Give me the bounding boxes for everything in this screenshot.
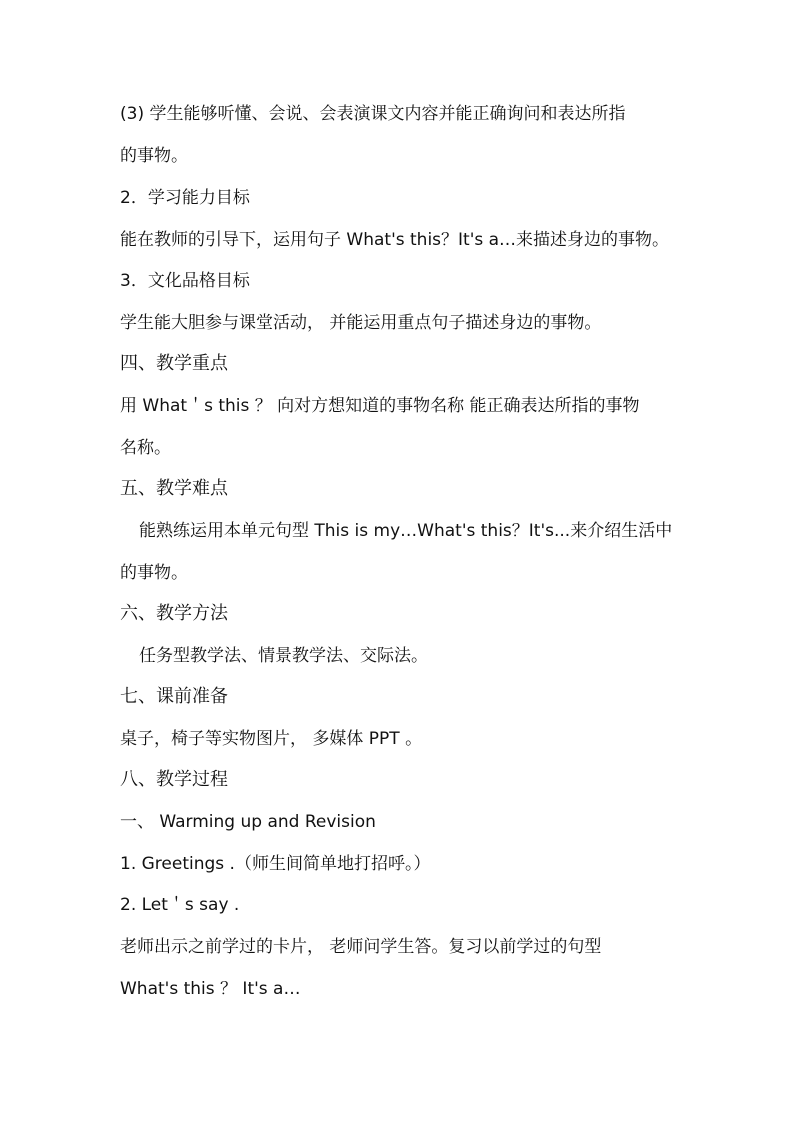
- difficulties-line-1: 能熟练运用本单元句型 This is my…What's this？It's...来介绍生活中: [139, 521, 673, 541]
- review-line-1: 老师出示之前学过的卡片， 老师问学生答。复习以前学过的句型: [120, 937, 602, 957]
- cultural-quality-text: 学生能大胆参与课堂活动， 并能运用重点句子描述身边的事物。: [120, 313, 602, 333]
- section-8-heading: 八、教学过程: [120, 769, 228, 790]
- section-4-heading: 四、教学重点: [120, 353, 228, 374]
- key-points-line-1: 用 What＇s this ？ 向对方想知道的事物名称 能正确表达所指的事物: [120, 396, 640, 416]
- section-6-heading: 六、教学方法: [120, 603, 228, 624]
- learning-ability-heading: 2．学习能力目标: [120, 188, 250, 208]
- review-line-2: What's this ？ It's a…: [120, 979, 301, 999]
- warming-up-heading: 一、 Warming up and Revision: [120, 812, 376, 832]
- objective-3-line-2: 的事物。: [120, 146, 188, 166]
- section-7-heading: 七、课前准备: [120, 686, 228, 707]
- greetings-step: 1. Greetings .（师生间简单地打招呼。）: [120, 854, 431, 874]
- preparation-text: 桌子，椅子等实物图片， 多媒体 PPT 。: [120, 729, 423, 749]
- lets-say-step: 2. Let＇s say .: [120, 895, 240, 915]
- objective-3-line-1: (3) 学生能够听懂、会说、会表演课文内容并能正确询问和表达所指: [120, 104, 626, 124]
- methods-text: 任务型教学法、情景教学法、交际法。: [139, 646, 428, 666]
- difficulties-line-2: 的事物。: [120, 563, 188, 583]
- cultural-quality-heading: 3．文化品格目标: [120, 271, 250, 291]
- key-points-line-2: 名称。: [120, 438, 171, 458]
- section-5-heading: 五、教学难点: [120, 478, 228, 499]
- learning-ability-text: 能在教师的引导下，运用句子 What's this？It's a…来描述身边的事物。: [120, 230, 670, 250]
